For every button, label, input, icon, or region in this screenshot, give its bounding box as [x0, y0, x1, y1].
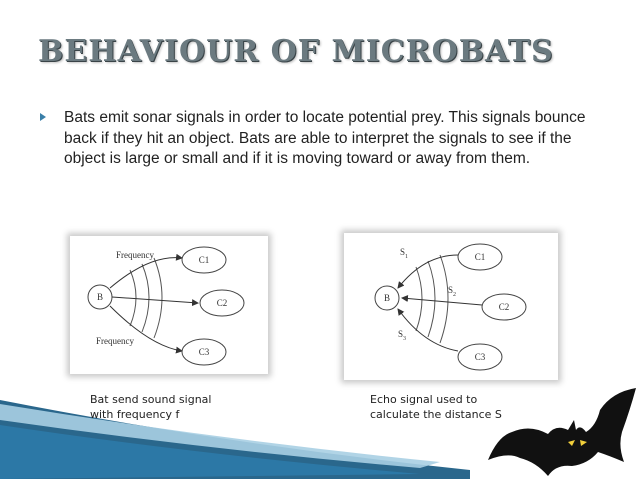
- s1-label: $S_1$: [400, 247, 409, 260]
- c1-label: C1: [198, 255, 210, 265]
- slide-title: BEHAVIOUR OF MICROBATS: [38, 34, 554, 69]
- s2-label: $S_2$: [448, 285, 457, 298]
- bullet-text: Bats emit sonar signals in order to locate potential prey. This signals bounce back if they hit an object. Bats are able to interpret the signals to see if the object is large or small and if it is moving toward or away from them.: [64, 109, 586, 167]
- c3-label: C3: [474, 352, 486, 362]
- s3-label: $S_3$: [398, 329, 407, 342]
- c3-label: C3: [198, 347, 210, 357]
- bat-label: B: [96, 292, 104, 302]
- c2-label: C2: [498, 302, 510, 312]
- c1-label: C1: [474, 252, 486, 262]
- caption-line: with frequency f: [90, 408, 180, 421]
- frequency-label-top: Frequency: [116, 250, 154, 260]
- caption-line: Bat send sound signal: [90, 393, 212, 406]
- c2-label: C2: [216, 298, 228, 308]
- bat-label: B: [383, 293, 391, 303]
- caption-line: Echo signal used to: [370, 393, 478, 406]
- frequency-label-bottom: Frequency: [96, 336, 134, 346]
- caption-line: calculate the distance S: [370, 408, 502, 421]
